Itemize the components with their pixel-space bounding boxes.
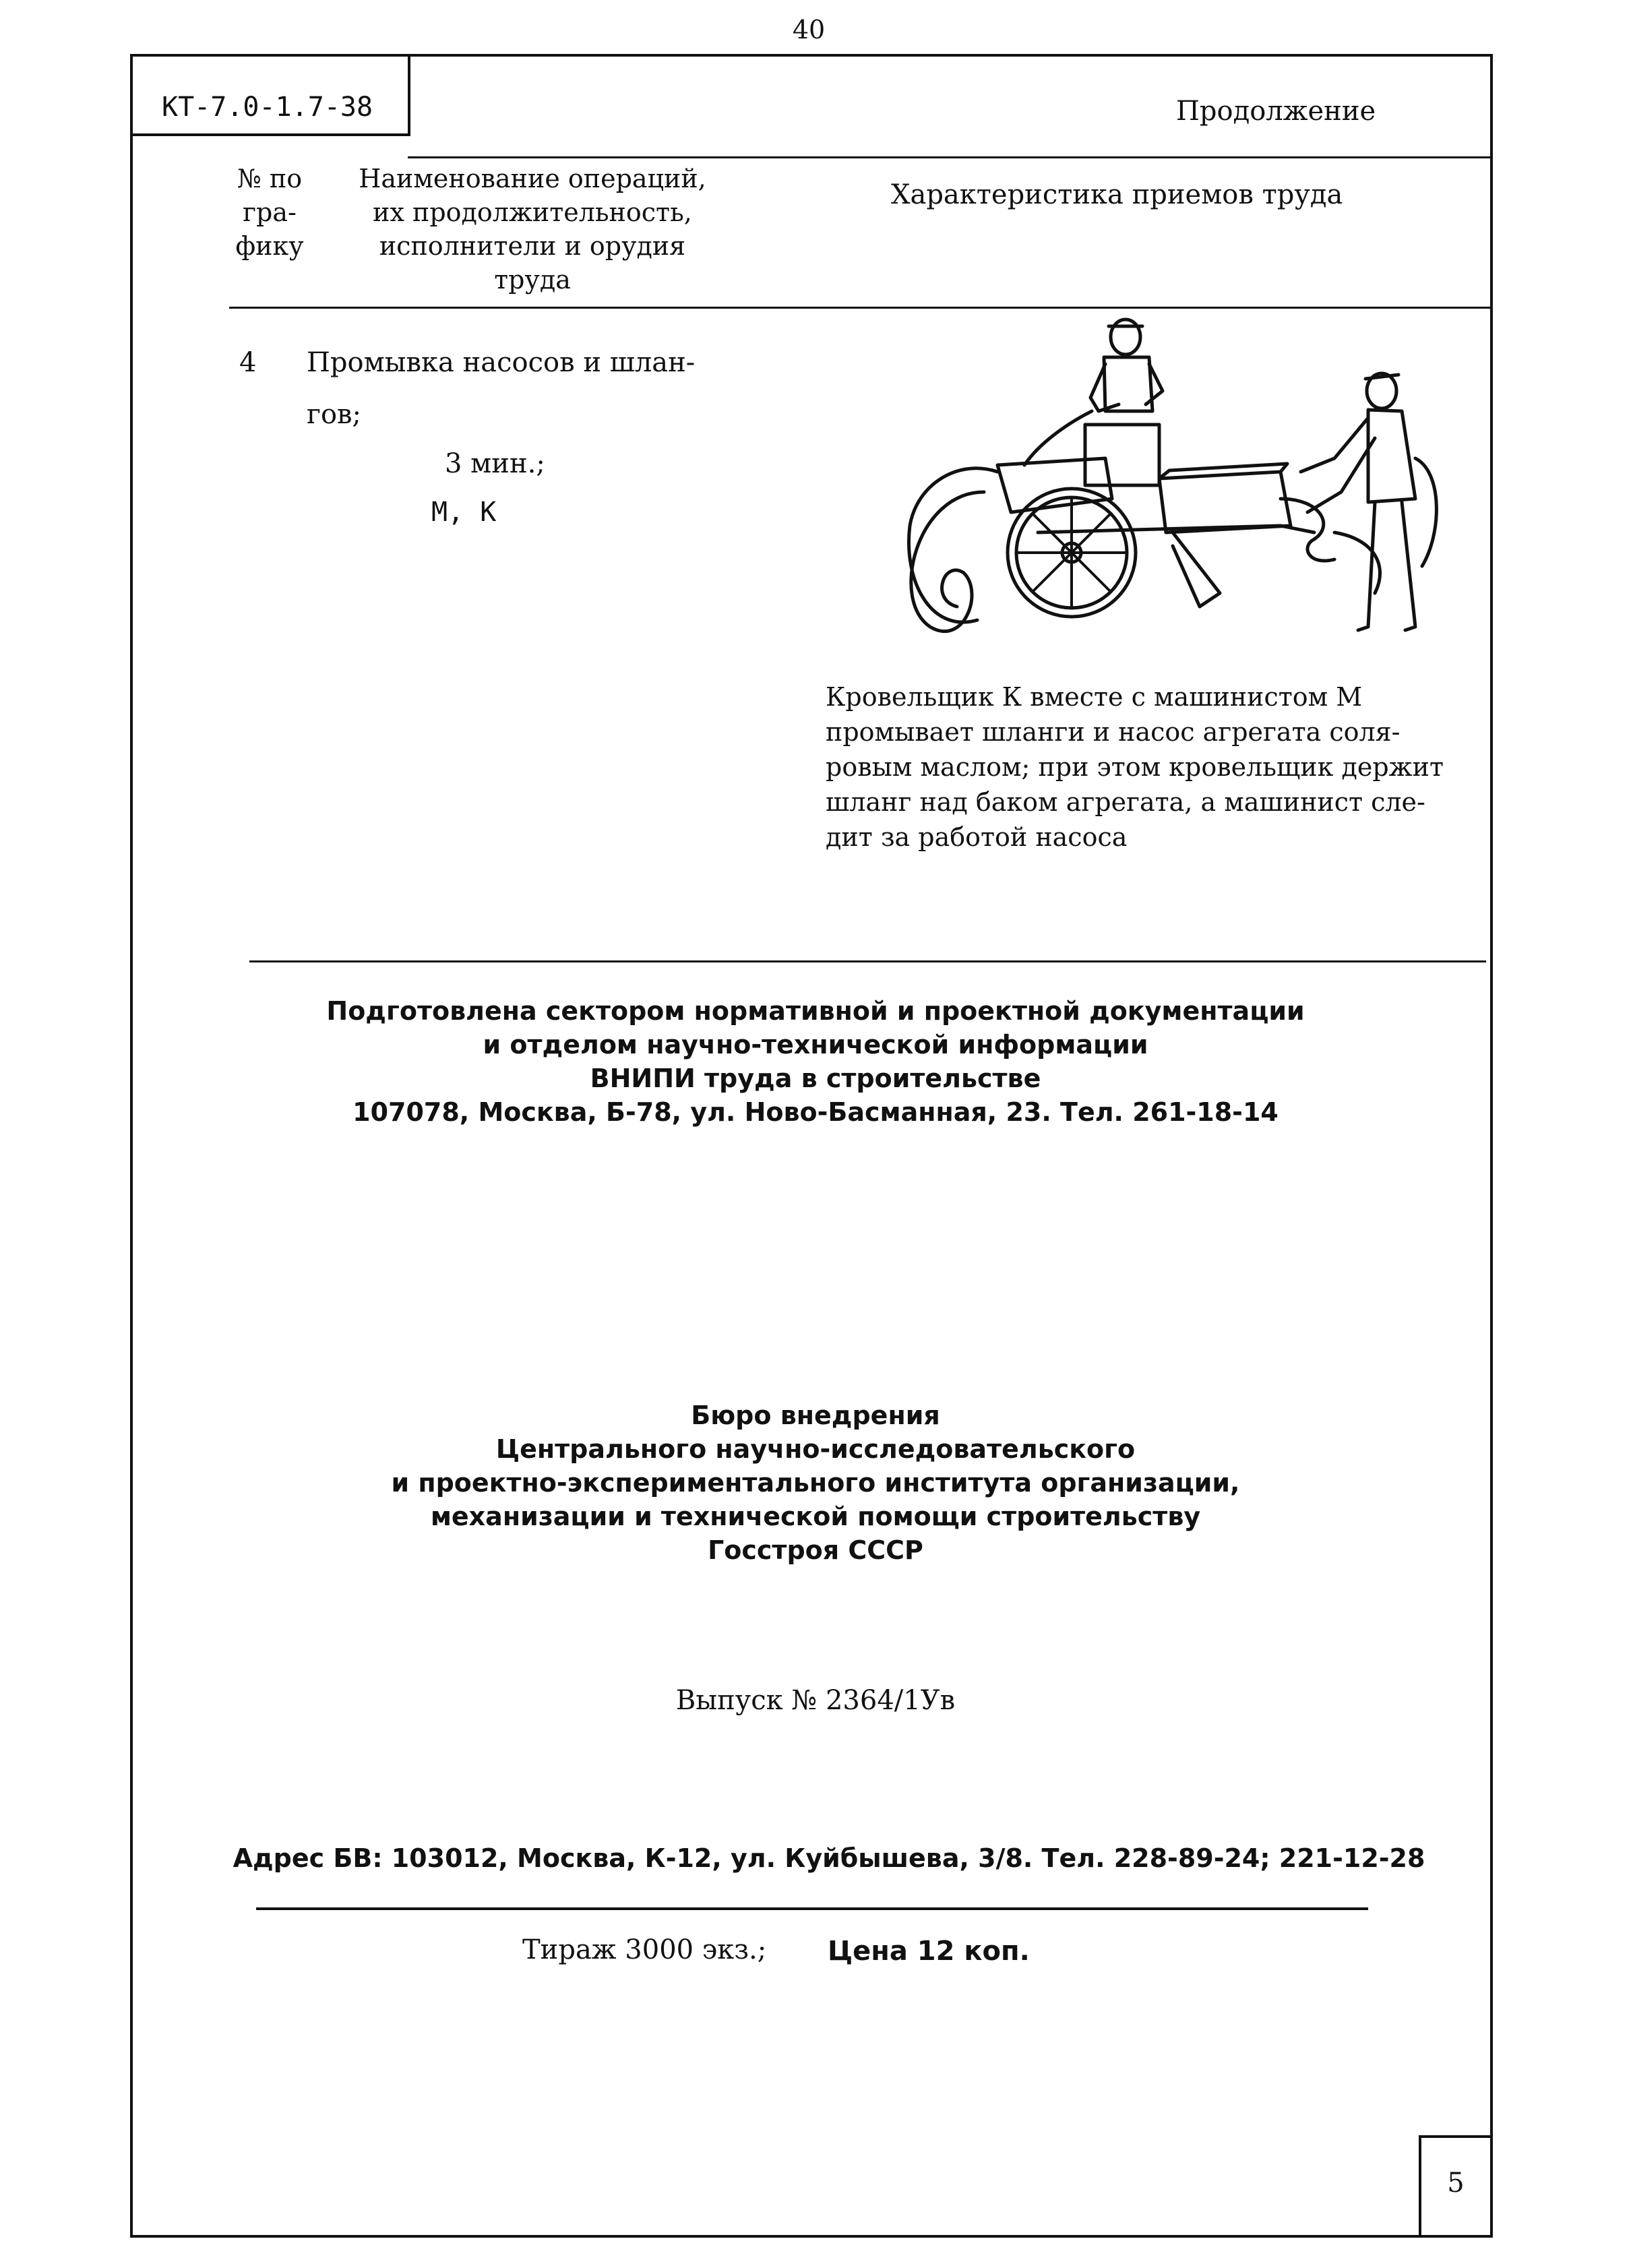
frame-left-border [130,54,133,2238]
header-col-description: Характеристика приемов труда [891,179,1343,210]
table-header-bottom-rule [229,307,1490,309]
prepared-by-block [283,994,1348,1129]
header-col-number-line: гра- [243,197,297,227]
header-col-number [216,162,324,263]
frame-right-border [1490,54,1493,2231]
doc-code: КТ-7.0-1.7-38 [162,92,373,123]
description-line: промывает шланги и насос агрегата соля- [826,717,1401,747]
description-line: Кровельщик К вместе с машинистом М [826,682,1363,712]
prepared-by-line: и отделом научно-технической информации [483,1030,1148,1060]
description-line: дит за работой насоса [826,822,1128,852]
price: Цена 12 коп. [828,1936,1030,1967]
bureau-line: механизации и технической помощи строительству [430,1502,1201,1531]
header-col-operation-line: Наименование операций, [359,164,706,193]
prepared-by-line: ВНИПИ труда в строительстве [590,1064,1041,1093]
header-col-operation-line: труда [494,265,571,295]
description-line: шланг над баком агрегата, а машинист сле- [826,787,1425,817]
issue-number: Выпуск № 2364/1Ув [675,1685,956,1716]
prepared-by-line: Подготовлена сектором нормативной и проектной документации [326,996,1305,1026]
bureau-line: Госстроя СССР [708,1535,923,1565]
row-operation-line1: Промывка насосов и шлан- [307,347,696,378]
bureau-line: Бюро внедрения [691,1401,940,1430]
header-col-number-line: № по [237,164,303,193]
prepared-by-line: 107078, Москва, Б-78, ул. Ново-Басманная, 23. Тел. 261-18-14 [352,1097,1279,1127]
row-operation-line2: гов; [307,399,362,430]
section-separator [249,960,1486,962]
header-col-operation-line: их продолжительность, [373,197,692,227]
bureau-line: и проектно-экспериментального института организации, [391,1468,1240,1498]
row-description [826,679,1500,855]
circulation: Тираж 3000 экз.; [522,1934,767,1965]
workers-washing-pump-illustration [903,310,1483,674]
table-header-top-rule [408,156,1490,158]
bureau-block [283,1399,1348,1567]
continuation-label: Продолжение [1176,96,1376,127]
bureau-address: Адрес БВ: 103012, Москва, К-12, ул. Куйбышева, 3/8. Тел. 228-89-24; 221-12-28 [233,1843,1425,1873]
row-number: 4 [239,347,257,378]
row-performers: М, К [431,497,497,528]
frame-bottom-border [130,2235,1493,2238]
description-line: ровым маслом; при этом кровельщик держит [826,752,1444,782]
header-col-number-line: фику [235,231,304,261]
sheet-number: 5 [1447,2168,1465,2199]
header-col-operation-line: исполнители и орудия [379,231,686,261]
header-col-operation [337,162,728,297]
page-number-top: 40 [792,15,826,44]
row-duration: 3 мин.; [445,448,545,479]
bureau-line: Центрального научно-исследовательского [495,1434,1136,1464]
footer-rule [256,1907,1368,1910]
